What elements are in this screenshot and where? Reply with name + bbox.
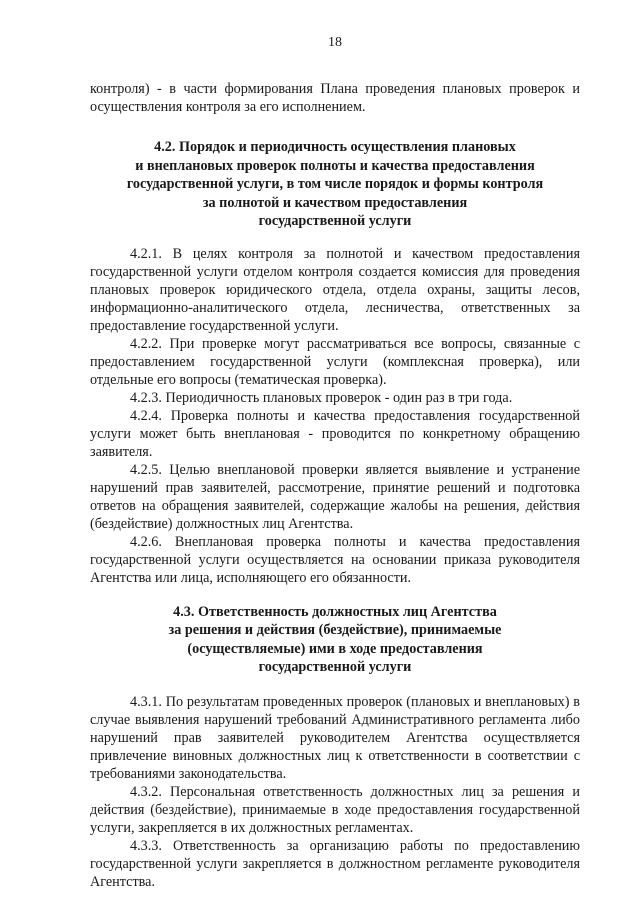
heading-line: государственной услуги: [258, 659, 412, 675]
heading-line: 4.3. Ответственность должностных лиц Агентства: [173, 603, 497, 620]
paragraph-4-3-1: 4.3.1. По результатам проведенных проверок (плановых и внеплановых) в случае выявления нарушений требований Административного регламента либо нарушений прав заявителей руководителем Агентства осуществляется привлечение виновных должностных лиц к ответственности в соответствии с требованиями законодательства.: [90, 693, 580, 782]
paragraph-4-2-1: 4.2.1. В целях контроля за полнотой и качеством предоставления государственной услуги отделом контроля создается комиссия для проведения плановых проверок юридического отдела, отдела охраны, защиты лесов, информационно-аналитического отдела, лесничества, ответственных за предоставление государственной услуги.: [90, 245, 580, 334]
paragraph-4-2-6: 4.2.6. Внеплановая проверка полноты и качества предоставления государственной услуги осуществляется на основании приказа руководителя Агентства или лица, исполняющего его обязанности.: [90, 533, 580, 586]
heading-line: государственной услуги, в том числе порядок и формы контроля: [126, 176, 544, 192]
section-4-2-heading: [90, 138, 580, 231]
paragraph-4-3-2: 4.3.2. Персональная ответственность должностных лиц за решения и действия (бездействие), принимаемые в ходе предоставления государственной услуги, закрепляется в их должностных регламентах.: [90, 783, 580, 836]
section-4-3-heading: [90, 603, 580, 677]
section-4-3-body: [90, 693, 580, 891]
section-4-2-body: [90, 245, 580, 587]
paragraph-4-2-4: 4.2.4. Проверка полноты и качества предоставления государственной услуги может быть внеплановая - проводится по конкретному обращению заявителя.: [90, 407, 580, 460]
heading-line: 4.2. Порядок и периодичность осуществления плановых: [154, 139, 516, 155]
heading-line: государственной услуги: [258, 213, 412, 229]
paragraph-4-2-2: 4.2.2. При проверке могут рассматриваться все вопросы, связанные с предоставлением государственной услуги (комплексная проверка), или отдельные его вопросы (тематическая проверка).: [90, 335, 580, 388]
paragraph-4-3-3: 4.3.3. Ответственность за организацию работы по предоставлению государственной услуги закрепляется в должностном регламенте руководителя Агентства.: [90, 837, 580, 890]
heading-line: за полнотой и качеством предоставления: [202, 194, 468, 211]
intro-paragraph: контроля) - в части формирования Плана проведения плановых проверок и осуществления контроля за его исполнением.: [90, 81, 580, 115]
page-number: 18: [328, 35, 342, 50]
heading-line: за решения и действия (бездействие), принимаемые: [168, 622, 502, 638]
paragraph-4-2-3: 4.2.3. Периодичность плановых проверок - один раз в три года.: [130, 389, 513, 406]
paragraph-4-2-5: 4.2.5. Целью внеплановой проверки является выявление и устранение нарушений прав заявителей, рассмотрение, принятие решений и подготовка ответов на обращения заявителей, содержащие жалобы на решения, действия (бездействие) должностных лиц Агентства.: [90, 461, 580, 532]
heading-line: (осуществляемые) ими в ходе предоставления: [187, 640, 483, 657]
heading-line: и внеплановых проверок полноты и качества предоставления: [135, 157, 535, 174]
